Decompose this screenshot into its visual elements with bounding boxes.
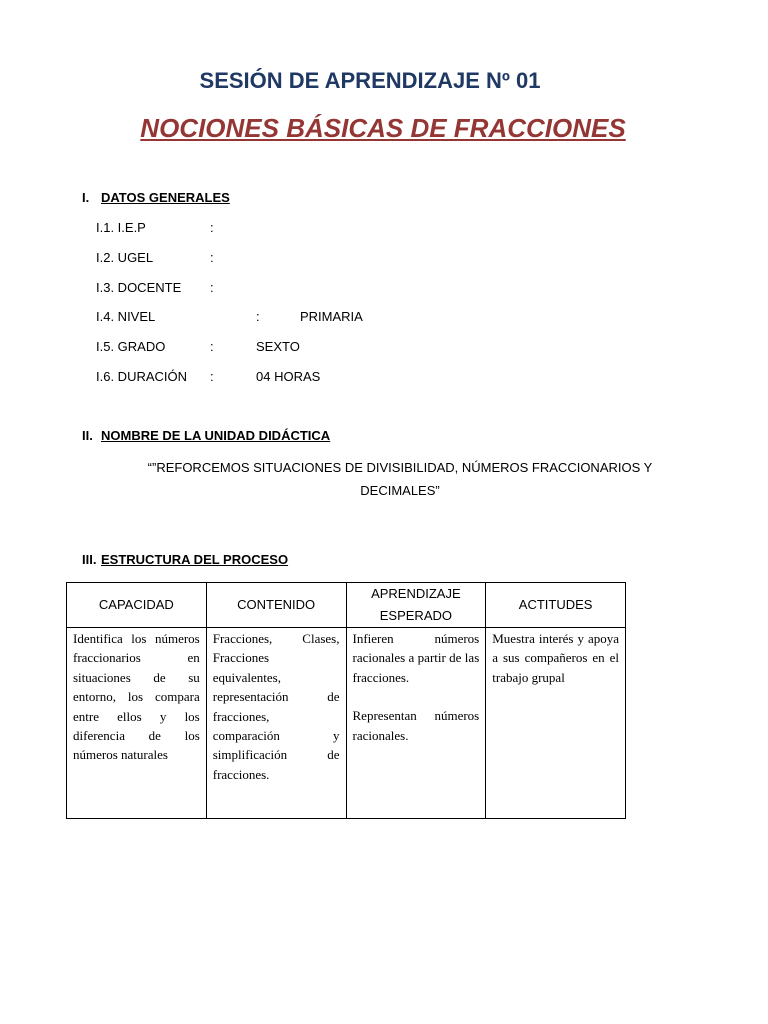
row-label: I.6. DURACIÓN	[96, 369, 188, 384]
section-3-heading	[82, 552, 288, 567]
section-3-title: ESTRUCTURA DEL PROCESO	[101, 552, 289, 567]
row-label: I.5. GRADO	[96, 339, 166, 354]
section-1-title: DATOS GENERALES	[101, 190, 230, 205]
header-contenido: CONTENIDO	[206, 583, 346, 628]
data-row-nivel	[96, 309, 155, 324]
row-colon: :	[210, 280, 214, 295]
aprendizaje-item-1: Infieren números racionales a partir de las fracciones.	[352, 631, 480, 685]
row-colon: :	[210, 369, 214, 384]
data-row-ugel	[96, 250, 153, 265]
row-label: I.1. I.E.P	[96, 220, 146, 235]
data-row-grado	[96, 339, 165, 354]
header-actitudes: ACTITUDES	[486, 583, 626, 628]
section-3-number: III.	[82, 552, 97, 567]
table-header-row	[67, 583, 626, 628]
aprendizaje-item-2: Representan números racionales.	[352, 708, 480, 743]
cell-capacidad: Identifica los números fraccionarios en situaciones de su entorno, los compara entre ellos y los diferencia de los números naturales	[67, 628, 207, 819]
row-colon: :	[256, 309, 260, 324]
process-table	[66, 582, 626, 819]
row-label: I.4. NIVEL	[96, 309, 156, 324]
row-colon: :	[210, 220, 214, 235]
row-value-duracion: 04 HORAS	[256, 369, 321, 384]
data-row-docente	[96, 280, 181, 295]
cell-actitudes: Muestra interés y apoya a sus compañeros en el trabajo grupal	[486, 628, 626, 819]
section-1-number: I.	[82, 190, 90, 205]
row-colon: :	[210, 250, 214, 265]
section-2-heading	[82, 428, 330, 443]
cell-aprendizaje	[346, 628, 486, 819]
row-label: I.2. UGEL	[96, 250, 154, 265]
row-colon: :	[210, 339, 214, 354]
section-1-heading	[82, 190, 230, 205]
section-2-number: II.	[82, 428, 93, 443]
header-capacidad: CAPACIDAD	[67, 583, 207, 628]
row-value-nivel: PRIMARIA	[300, 309, 363, 324]
document-subtitle: NOCIONES BÁSICAS DE FRACCIONES	[140, 113, 626, 143]
cell-contenido: Fracciones, Clases, Fracciones equivalentes, representación de fracciones, comparación y simplificación de fracciones.	[206, 628, 346, 819]
session-title: SESIÓN DE APRENDIZAJE Nº 01	[199, 68, 541, 93]
unit-name: “”REFORCEMOS SITUACIONES DE DIVISIBILIDAD, NÚMEROS FRACCIONARIOS Y DECIMALES”	[147, 460, 653, 498]
section-2-title: NOMBRE DE LA UNIDAD DIDÁCTICA	[101, 428, 331, 443]
row-value-grado: SEXTO	[256, 339, 300, 354]
data-row-iep	[96, 220, 146, 235]
data-row-duracion	[96, 369, 187, 384]
header-aprendizaje: APRENDIZAJE ESPERADO	[346, 583, 486, 628]
table-row	[67, 628, 626, 819]
row-label: I.3. DOCENTE	[96, 280, 182, 295]
